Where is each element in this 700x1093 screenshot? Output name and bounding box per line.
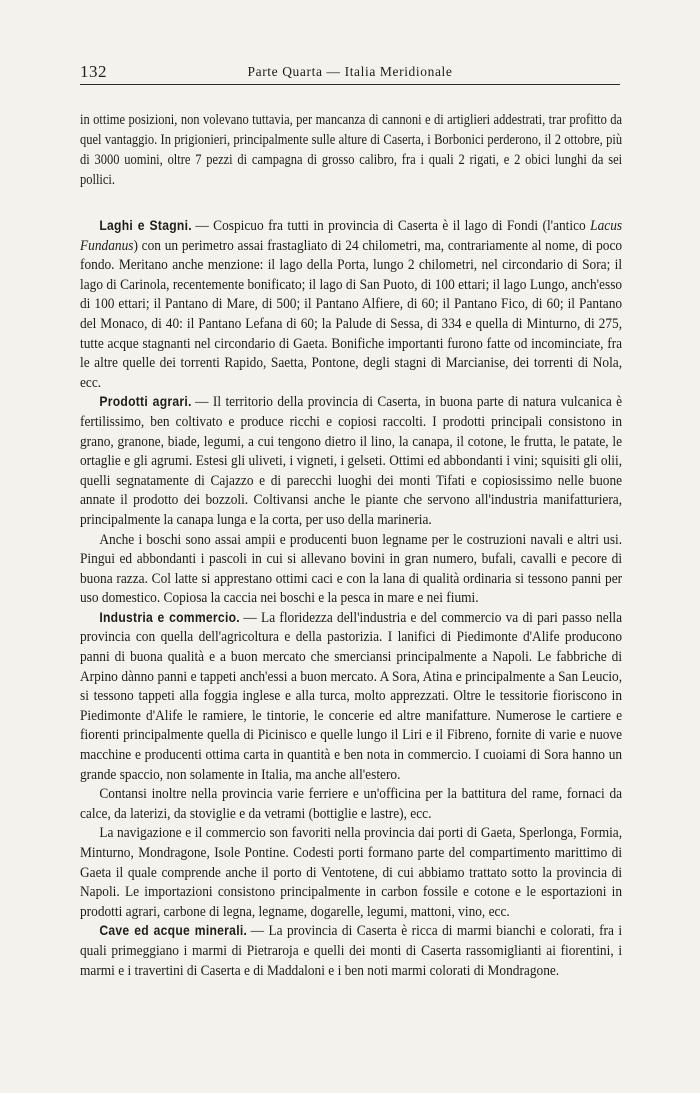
paragraph-text: La navigazione e il commercio son favoriti nella provincia dai porti di Gaeta, Sperlonga, Formia, Minturno, Mondragone, Isole Pontine. Codesti porti formano parte del compartimento marittimo di Gaeta il quale comprende anche il porto di Ventotene, di cui abbiamo trattato sotto la provincia di Napoli. Le importazioni consistono principalmente in carbon fossile e cotone e le esportazioni in prodotti agrari, carbone di legna, legname, dogarelle, legumi, mattoni, vino, ecc.: [80, 824, 623, 920]
heading-separator: —: [195, 217, 209, 234]
body-text: [80, 110, 622, 980]
page-header: [80, 62, 620, 85]
paragraph-text: Cospicuo fra tutti in provincia di Caserta è il lago di Fondi (l'antico: [213, 217, 591, 234]
section-heading-laghi-e-stagni: Laghi e Stagni.: [99, 218, 192, 233]
page-number: 132: [80, 62, 107, 81]
paragraph-text: Contansi inoltre nella provincia varie ferriere e un'officina per la battitura del rame, fornaci da calce, da laterizi, da stoviglie e da vetrami (bottiglie e lastre), ecc.: [80, 785, 623, 822]
paragraph-industria-e-commercio: [80, 608, 622, 784]
heading-separator: —: [250, 922, 264, 940]
heading-separator: —: [195, 393, 209, 411]
paragraph-text: ) con un perimetro assai frastagliato di 24 chilometri, ma, contrariamente al nome, di poco fondo. Meritano anche menzione: il lago della Porta, lungo 2 chilometri, nel circondario di Sora; il lago di Carinola, recentemente bonificato; il lago di San Puoto, di 100 ettari; il lago Lungo, anch'esso di 100 ettari; il Pantano di Mare, di 500; il Pantano Alfiere, di 60; il Pantano Fico, di 60; il Pantano del Monaco, di 40: il Pantano Lefana di 60; la Palude di Sessa, di 334 e quella di Minturno, di 275, tutte acque stagnanti nel circondario di Gaeta. Bonifiche importanti furono fatte od incominciate, fra le altre quelle dei torrenti Rapido, Saetta, Pontone, degli stagni di Marcianise, dei torrenti di Nola, ecc.: [80, 236, 623, 391]
paragraph-laghi-e-stagni: [80, 216, 622, 392]
paragraph-boschi: [80, 530, 622, 608]
section-heading-prodotti-agrari: Prodotti agrari.: [99, 394, 192, 410]
intro-paragraph: in ottime posizioni, non volevano tuttavia, per mancanza di cannoni e di artiglieri addestrati, trar profitto da quel vantaggio. In prigionieri, principalmente sulle alture di Caserta, i Borbonici perderono, il 2 ottobre, più di 3000 uomini, oltre 7 pezzi di campagna di grosso calibro, fra i quali 2 rigati, e 2 obici lunghi da sei pollici.: [80, 112, 623, 188]
paragraph-text: Anche i boschi sono assai ampii e producenti buon legname per le costruzioni navali e altri usi. Pingui ed abbondanti i pascoli in cui si allevano bovini in gran numero, bufali, cavalli e pecore di buona razza. Col latte si apprestano ottimi caci e con la lana di qualità ordinaria si tessono panni per uso domestico. Copiosa la caccia nei boschi e la pesca in mare e nei fiumi.: [80, 530, 623, 607]
paragraph-cave-ed-acque-minerali: [80, 921, 622, 980]
heading-separator: —: [243, 608, 257, 626]
running-title: Parte Quarta — Italia Meridionale: [247, 64, 453, 79]
paragraph-text: La provincia di Caserta è ricca di marmi bianchi e colorati, fra i quali primeggiano i marmi di Pietraroja e quelli dei monti di Caserta rassomiglianti ai fiorentini, i marmi e i travertini di Caserta e di Maddaloni e i ben noti marmi colorati di Mondragone.: [80, 922, 623, 979]
paragraph-text: La floridezza dell'industria e del commercio va di pari passo nella provincia con quella dell'agricoltura e della pastorizia. I lanifici di Piedimonte d'Alife producono panni di buona qualità e a buon mercato che smerciansi principalmente a Napoli. Le fabbriche di Arpino dànno panni e tappeti anch'essi a buon mercato. A Sora, Atina e principalmente a San Leucio, si tessono tappeti alla foggia inglese e alla turca, molto apprezzati. Oltre le tessitorie fioriscono in Piedimonte d'Alife le ramiere, le tintorie, le concerie ed altre manifatture. Numerose le cartiere e fiorenti principalmente quella di Picinisco e quelle lungo il Liri e il Fibreno, fornite di varie e nuove macchine e producenti ottima carta in quantità e ben nota in commercio. I cuoiami di Sora hanno un grande spaccio, non solamente in Italia, ma anche all'estero.: [80, 608, 623, 783]
section-heading-industria-e-commercio: Industria e commercio.: [99, 609, 240, 625]
section-heading-cave-ed-acque-minerali: Cave ed acque minerali.: [99, 923, 248, 939]
paragraph-ferriere: [80, 784, 622, 823]
paragraph-navigazione: [80, 823, 622, 921]
latin-name: Lacus Fundanus: [80, 217, 623, 254]
paragraph-text: Il territorio della provincia di Caserta, in buona parte di natura vulcanica è fertilissimo, ben coltivato e produce ricchi e copiosi raccolti. I prodotti principali consistono in grano, granone, biade, legumi, a cui tengono dietro il lino, la canapa, il cotone, le frutta, le patate, le ortaglie e gli agrumi. Estesi gli uliveti, i vigneti, i gelseti. Ottimi ed abbondanti i vini; squisiti gli olii, quelli segnatamente di Cajazzo e di parecchi luoghi dei monti Tifati e copiosissimo nelle buone annate il prodotto dei bozzoli. Coltivansi anche le piante che servono all'industria manifatturiera, principalmente la canapa lunga e la corta, per uso della marineria.: [80, 393, 623, 528]
paragraph-prodotti-agrari: [80, 392, 622, 529]
